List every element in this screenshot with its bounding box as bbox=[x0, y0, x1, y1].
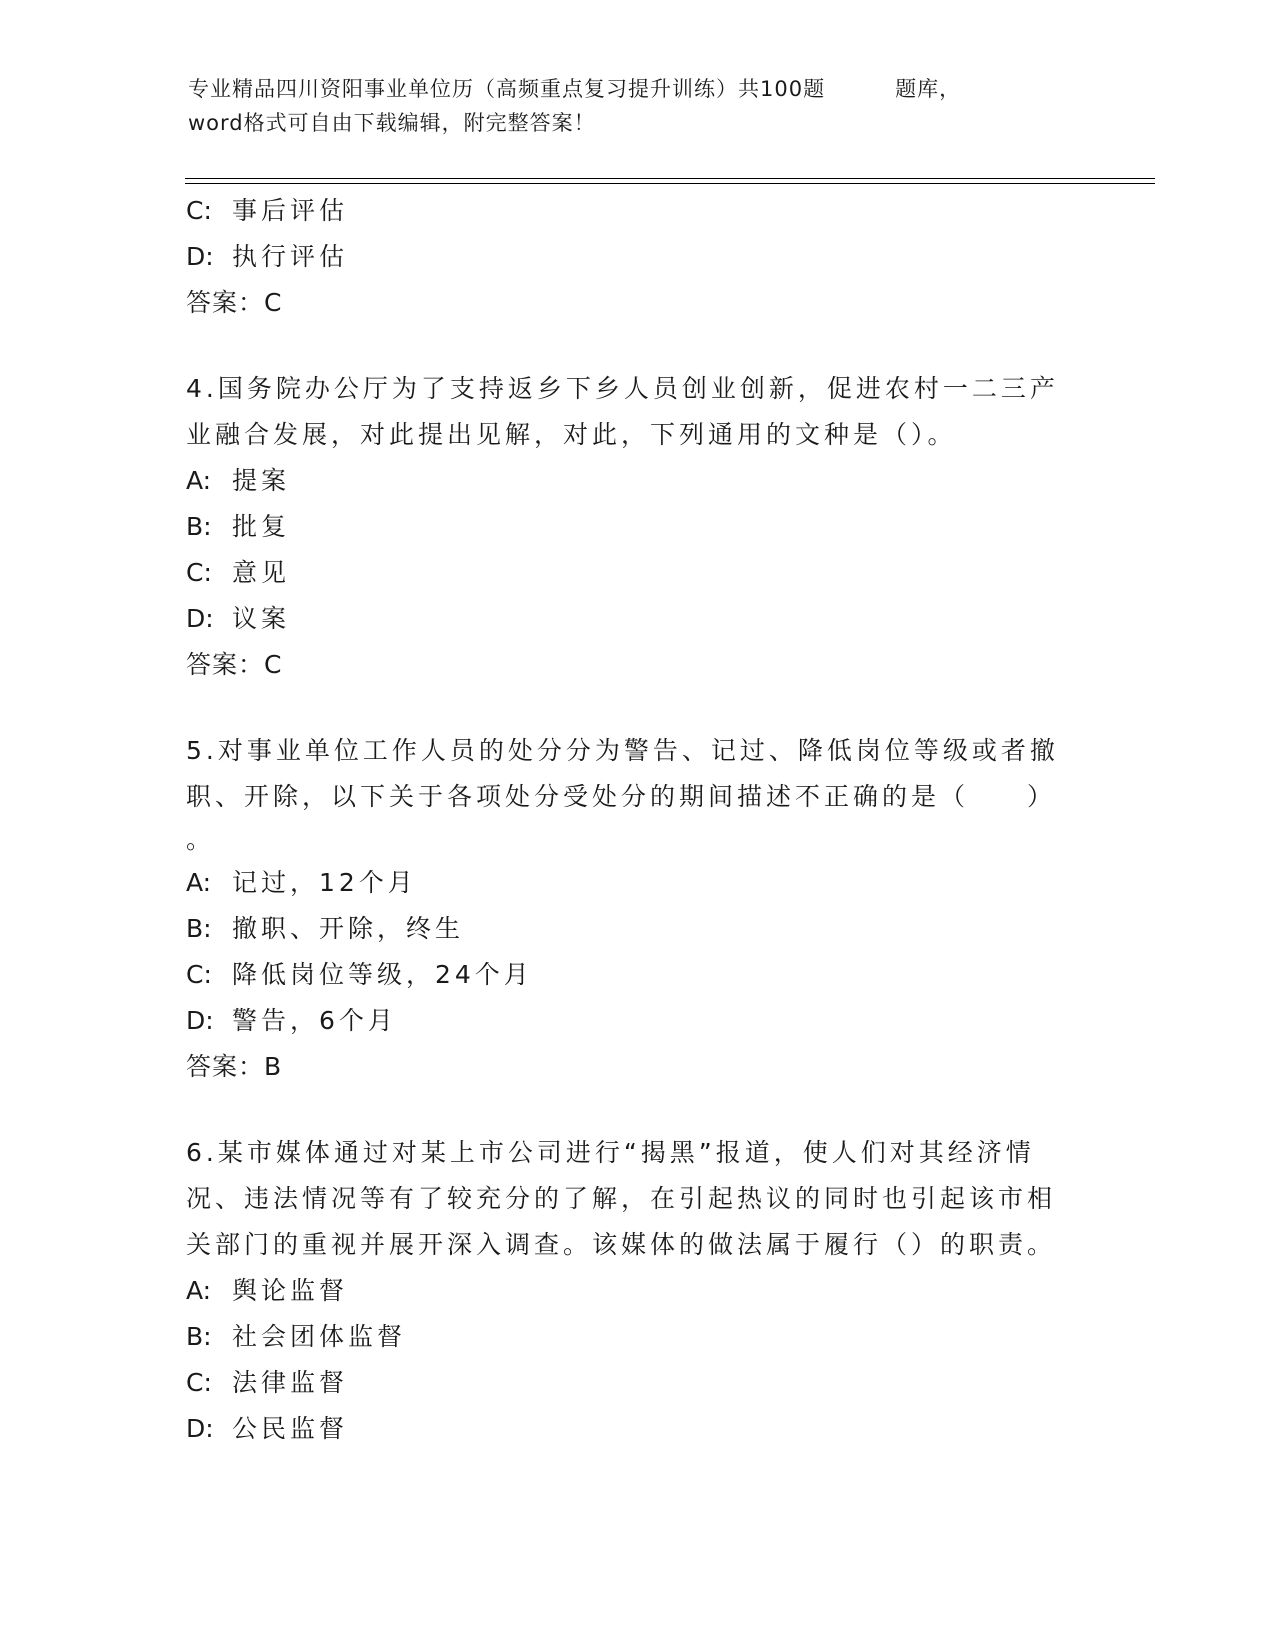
question-stem-line: 况、违法情况等有了较充分的了解，在引起热议的同时也引起该市相 bbox=[186, 1184, 1057, 1213]
option-c: C: 法律监督 bbox=[186, 1368, 349, 1397]
option-d: D: 议案 bbox=[186, 604, 291, 633]
option-c: C: 降低岗位等级，24个月 bbox=[186, 960, 533, 989]
question-stem-line: 业融合发展，对此提出见解，对此，下列通用的文种是（）。 bbox=[186, 420, 957, 449]
question-stem-line: 4.国务院办公厅为了支持返乡下乡人员创业创新，促进农村一二三产 bbox=[186, 374, 1059, 403]
header-title: 专业精品四川资阳事业单位历（高频重点复习提升训练）共100题 bbox=[188, 77, 826, 101]
option-c: C: 意见 bbox=[186, 558, 291, 587]
option-c: C: 事后评估 bbox=[186, 196, 349, 225]
header-divider-bottom bbox=[185, 183, 1155, 184]
question-stem-line: 职、开除，以下关于各项处分受处分的期间描述不正确的是（ ） bbox=[186, 782, 1057, 811]
option-a: A: 记过，12个月 bbox=[186, 868, 417, 897]
option-d: D: 执行评估 bbox=[186, 242, 349, 271]
question-4 bbox=[186, 366, 1066, 688]
option-d: D: 警告，6个月 bbox=[186, 1006, 397, 1035]
question-content bbox=[186, 188, 1066, 1452]
spacer bbox=[186, 1090, 1066, 1130]
answer-line: 答案：B bbox=[186, 1052, 283, 1081]
question-stem-line: 5.对事业单位工作人员的处分分为警告、记过、降低岗位等级或者撤 bbox=[186, 736, 1059, 765]
header-divider-top bbox=[185, 178, 1155, 179]
answer-line: 答案：C bbox=[186, 288, 283, 317]
question-stem-line: 6.某市媒体通过对某上市公司进行“揭黑”报道，使人们对其经济情 bbox=[186, 1138, 1035, 1167]
header-line-2: word格式可自由下载编辑，附完整答案！ bbox=[188, 111, 596, 135]
question-3-partial bbox=[186, 188, 1066, 326]
question-stem-line: 关部门的重视并展开深入调查。该媒体的做法属于履行（）的职责。 bbox=[186, 1230, 1057, 1259]
option-d: D: 公民监督 bbox=[186, 1414, 349, 1443]
spacer bbox=[186, 326, 1066, 366]
header-title-tail: 题库， bbox=[895, 77, 962, 101]
option-b: B: 批复 bbox=[186, 512, 291, 541]
document-header bbox=[188, 72, 1088, 140]
question-5 bbox=[186, 728, 1066, 1090]
option-a: A: 舆论监督 bbox=[186, 1276, 349, 1305]
option-a: A: 提案 bbox=[186, 466, 291, 495]
spacer bbox=[186, 688, 1066, 728]
question-6 bbox=[186, 1130, 1066, 1452]
answer-line: 答案：C bbox=[186, 650, 283, 679]
option-b: B: 撤职、开除，终生 bbox=[186, 914, 465, 943]
question-stem-line: 。 bbox=[186, 825, 216, 854]
header-line-1 bbox=[188, 72, 1088, 106]
option-b: B: 社会团体监督 bbox=[186, 1322, 407, 1351]
